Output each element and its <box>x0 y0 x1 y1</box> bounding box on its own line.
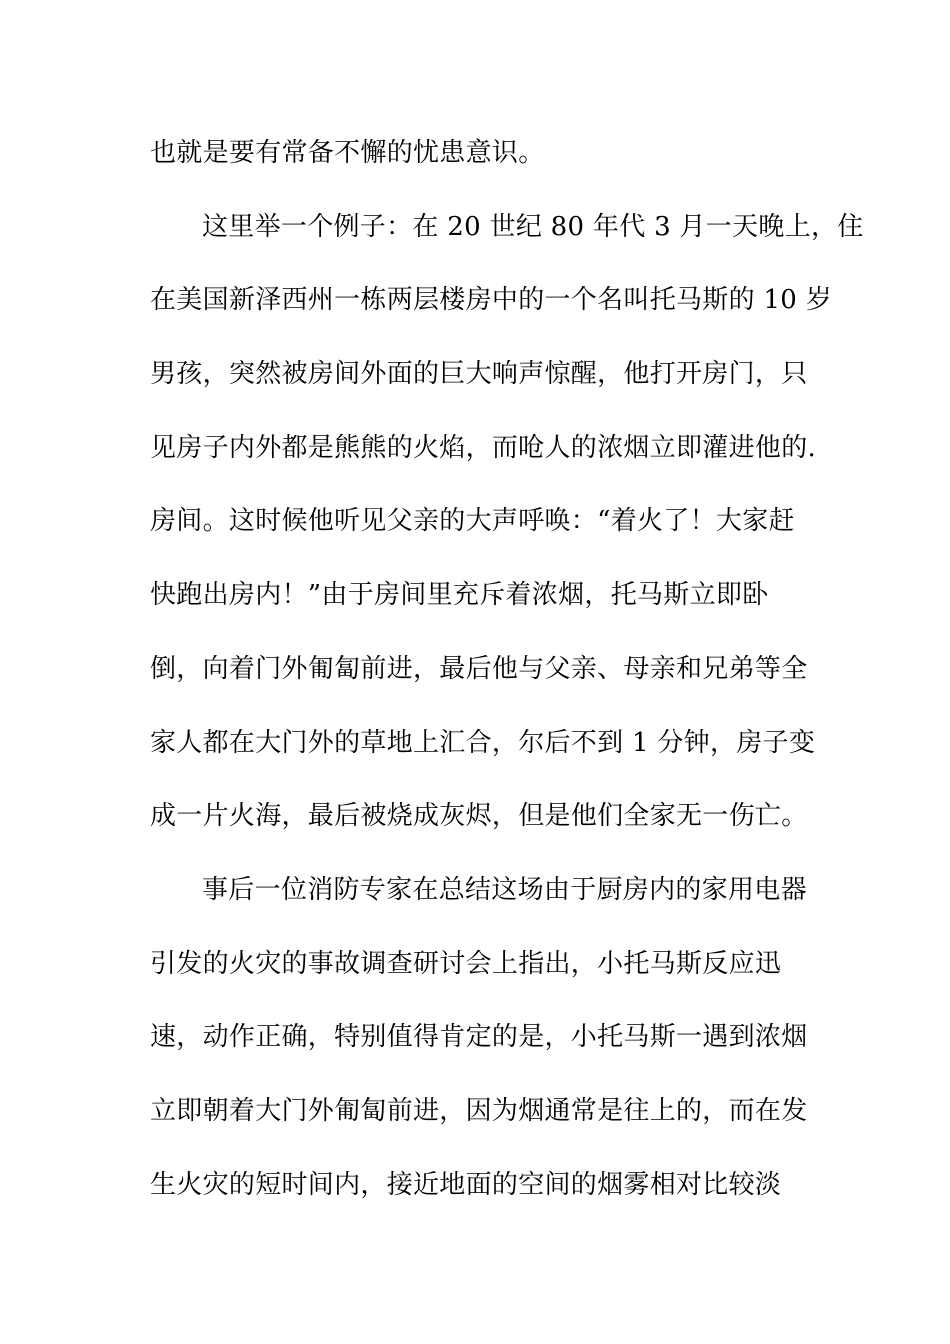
text-line: 倒，向着门外匍匐前进，最后他与父亲、母亲和兄弟等全 <box>150 653 808 684</box>
text-line: 立即朝着大门外匍匐前进，因为烟通常是往上的，而在发 <box>150 1095 808 1126</box>
text-line: 速，动作正确，特别值得肯定的是，小托马斯一遇到浓烟 <box>150 1022 808 1053</box>
text-line: 生火灾的短时间内，接近地面的空间的烟雾相对比较淡 <box>150 1169 782 1200</box>
text-line: 引发的火灾的事故调查研讨会上指出，小托马斯反应迅 <box>150 948 782 979</box>
text-line: 快跑出房内！”由于房间里充斥着浓烟，托马斯立即卧 <box>150 580 769 611</box>
text-line: 房间。这时候他听见父亲的大声呼唤：“着火了！大家赶 <box>150 506 795 537</box>
text-line: 成一片火海，最后被烧成灰烬，但是他们全家无一伤亡。 <box>150 801 808 832</box>
text-line: 家人都在大门外的草地上汇合，尔后不到 1 分钟，房子变 <box>150 727 816 758</box>
paragraph-first-line: 事后一位消防专家在总结这场由于厨房内的家用电器 <box>202 874 807 905</box>
text-line: 男孩，突然被房间外面的巨大响声惊醒，他打开房门，只 <box>150 359 808 390</box>
paragraph-first-line: 这里举一个例子：在 20 世纪 80 年代 3 月一天晚上，住 <box>202 211 864 242</box>
text-line: 见房子内外都是熊熊的火焰，而呛人的浓烟立即灌进他的. <box>150 432 817 463</box>
body-text <box>150 128 864 1233</box>
text-line: 也就是要有常备不懈的忧患意识。 <box>150 138 545 168</box>
text-line: 在美国新泽西州一栋两层楼房中的一个名叫托马斯的 10 岁 <box>150 285 833 316</box>
